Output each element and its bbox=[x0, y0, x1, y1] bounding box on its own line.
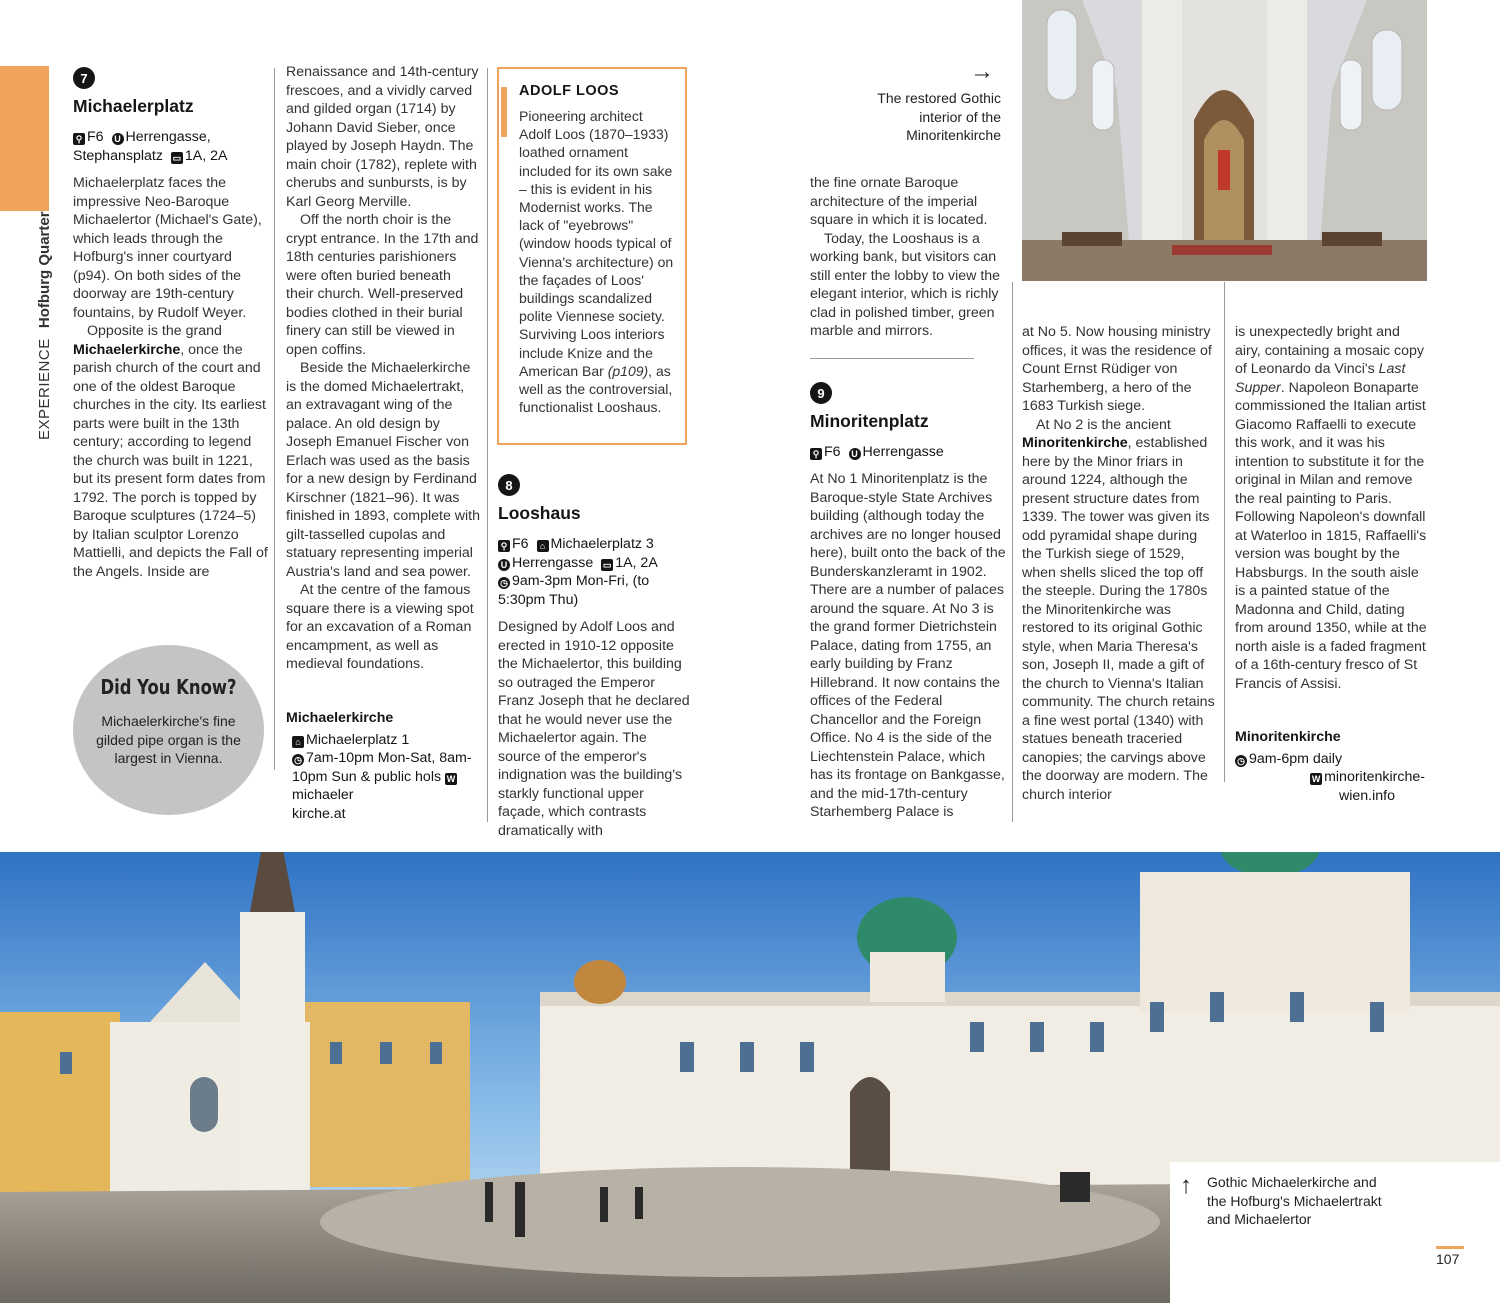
paragraph: At No 2 is the ancient Minoritenkirche, established here by the Minor friars in around 1224, although the present structure dates from 1339. The tower was given its odd pyramidal shape during the Turkish siege of 1529, when shells sliced the top off the steeple. During the 1780s the Minoritenkirche was restored to its original Gothic style, when Maria Theresa's son, Joseph II, made a gift of the church to Vienna's Italian community. The church retains a fine west portal (1340) with statues beneath traceried canopies; the carvings above the doorway are modern. The church interior bbox=[1022, 416, 1215, 803]
entry-number-9: 9 bbox=[810, 382, 832, 404]
column-divider bbox=[274, 68, 275, 770]
clock-icon: ◷ bbox=[292, 754, 304, 766]
running-head bbox=[36, 211, 53, 440]
ubahn-icon: U bbox=[498, 559, 510, 571]
info-title: Michaelerkirche bbox=[286, 710, 394, 726]
bus-icon: ▭ bbox=[172, 152, 182, 163]
map-pin-icon: ⚲ bbox=[498, 540, 510, 552]
paragraph: Renaissance and 14th-century frescoes, and a vividly carved and gilded organ (1714) by Johann David Sieber, once played by Joseph Haydn. The main choir (1782), replete with cherubs and sunbursts, is by Karl Georg Merville. bbox=[286, 64, 479, 210]
web-icon: W bbox=[446, 773, 456, 784]
page-number-rule bbox=[1436, 1246, 1464, 1249]
clock-icon: ◷ bbox=[498, 577, 510, 589]
adolf-loos-feature-box bbox=[497, 67, 687, 445]
paragraph: At the centre of the famous square there is a viewing spot for an excavation of a Roman encampment, as well as medieval foundations. bbox=[286, 582, 474, 672]
column-6-text bbox=[1235, 323, 1429, 693]
paragraph: is unexpectedly bright and airy, containing a mosaic copy of Leonardo da Vinci's Last Supper. Napoleon Bonaparte commissioned the Italian artist Giacomo Raffaelli to execute this work, and it was his intention to substitute it for the original in Milan and remove the real painting to Paris. Following Napoleon's downfall at Waterloo in 1815, Raffaelli's version was bought by the Habsburgs. In the south aisle is a painted statue of the Madonna and Child, dating from around 1350, while at the north aisle is a faded fragment of a 16th-century fresco of St Francis of Assisi. bbox=[1235, 324, 1427, 692]
visitor-info-minoritenkirche: Minoritenkirche ◷ 9am-6pm daily W minoritenkirche- wien.info bbox=[1235, 728, 1429, 805]
feature-box-text: Pioneering architect Adolf Loos (1870–1933) loathed ornament included for its own sake – this is evident in his Modernist works. The lack of "eyebrows" (window hoods typical of Vienna's architecture) on the façades of Loos' buildings scandalized polite Viennese society. Surviving Loos interiors include Knize and the American Bar (p109), as well as the controversial, functionalist Looshaus. bbox=[519, 108, 674, 416]
column-divider bbox=[487, 68, 488, 822]
ubahn-icon: U bbox=[849, 448, 861, 460]
map-pin-icon: ⚲ bbox=[810, 448, 822, 460]
clock-icon: ◷ bbox=[1235, 755, 1247, 767]
feature-box-title: ADOLF LOOS bbox=[519, 83, 620, 99]
caption-michaelerkirche-hofburg: Gothic Michaelerkirche and the Hofburg's Michaelertrakt and Michaelertor bbox=[1207, 1174, 1382, 1227]
minoritenplatz-text: At No 1 Minoritenplatz is the Baroque-style State Archives building (although today the archives are no longer housed here), built onto the back of the Bunderskanzleramt in 1902. There are a number of palaces around the square. At No 3 is the grand former Dietrichstein Palace, dating from 1755, an early building by Franz Hillebrand. It now contains the offices of the Federal Chancellor and the Foreign Office. No 4 is the side of the Liechtenstein Palace, which has its frontage on Bankgasse, and the mid-17th-century Starhemberg Palace is bbox=[810, 471, 1006, 820]
entry-number-7: 7 bbox=[73, 67, 95, 89]
entry-title-minoritenplatz: Minoritenplatz bbox=[810, 411, 929, 431]
minoritenkirche-interior-photo bbox=[1022, 0, 1427, 281]
column-4-text bbox=[810, 174, 1006, 341]
paragraph: at No 5. Now housing ministry offices, it was the residence of Count Ernst Rüdiger von Starhemberg, a hero of the 1683 Turkish siege. bbox=[1022, 324, 1212, 414]
caption-arrow-right-icon: → bbox=[970, 58, 994, 85]
did-you-know-text: Michaelerkirche's fine gilded pipe organ is the largest in Vienna. bbox=[96, 713, 241, 766]
paragraph: the fine ornate Baroque architecture of the imperial square in which it is located. bbox=[810, 175, 988, 228]
column-5-text bbox=[1022, 323, 1218, 804]
paragraph: Beside the Michaelerkirche is the domed Michaelertrakt, an extravagant wing of the palace. An old design by Joseph Emanuel Fischer von Erlach was used as the basis for a new design by Ferdinand Kirschner (1821–96). It was finished in 1893, complete with gilt-tasselled cupolas and statuary representing imperial Austria's land and sea power. bbox=[286, 360, 481, 580]
did-you-know-title: Did You Know? bbox=[100, 675, 237, 699]
address-icon: ⌂ bbox=[537, 540, 549, 552]
ubahn-icon: U bbox=[112, 133, 124, 145]
paragraph: Today, the Looshaus is a working bank, but visitors can still enter the lobby to view the elegant interior, which is richly clad in polished timber, green marble and mirrors. bbox=[810, 230, 1001, 339]
visitor-info-michaelerkirche: Michaelerkirche ⌂ Michaelerplatz 1 ◷ 7am-10pm Mon-Sat, 8am-10pm Sun & public hols Wmichaeler kirche.at bbox=[286, 709, 476, 823]
map-pin-icon: ⚲ bbox=[73, 133, 85, 145]
running-head-area: Hofburg Quarter bbox=[36, 211, 53, 329]
info-title: Minoritenkirche bbox=[1235, 729, 1341, 745]
caption-minoritenkirche-interior: The restored Gothic interior of the Minoritenkirche bbox=[877, 90, 1001, 143]
bus-icon: ▭ bbox=[602, 559, 612, 570]
entry-title-looshaus: Looshaus bbox=[498, 503, 581, 523]
column-2-text bbox=[286, 63, 482, 674]
running-head-section: EXPERIENCE bbox=[36, 338, 53, 440]
web-icon: W bbox=[1311, 774, 1321, 784]
did-you-know-badge bbox=[73, 645, 264, 815]
paragraph: Opposite is the grand Michaelerkirche, once the parish church of the court and one of the oldest Baroque churches in the city. Its earliest parts were built in the 13th century; according to legend the church was built in 1221, but its present form dates from 1792. The porch is topped by Baroque sculptures (1724–5) by Italian sculptor Lorenzo Mattielli, and depicts the Fall of the Angels. Inside are bbox=[73, 323, 268, 580]
entry-info-minoritenplatz: ⚲ F6 U Herrengasse bbox=[810, 443, 1010, 462]
column-divider bbox=[1224, 282, 1225, 782]
section-accent-bar bbox=[0, 66, 49, 211]
paragraph: Off the north choir is the crypt entrance. In the 17th and 18th centuries parishioners were often buried beneath their church. Well-preserved bodies clothed in their burial finery can still be viewed in open coffins. bbox=[286, 212, 479, 358]
paragraph: Michaelerplatz faces the impressive Neo-Baroque Michaelertor (Michael's Gate), which leads through the Hofburg's inner courtyard (p94). On both sides of the doorway are 19th-century fountains, by Rudolf Weyer. bbox=[73, 175, 262, 321]
entry-info-looshaus: ⚲ F6 ⌂ Michaelerplatz 3 U Herrengasse ▭ 1A, 2A ◷ 9am-3pm Mon-Fri, (to 5:30pm Thu) bbox=[498, 536, 658, 608]
column-divider bbox=[1012, 282, 1013, 822]
caption-arrow-up-icon: ↑ bbox=[1180, 1172, 1192, 1199]
section-divider bbox=[810, 358, 974, 359]
entry-title-michaelerplatz: Michaelerplatz bbox=[73, 96, 194, 116]
looshaus-text: Designed by Adolf Loos and erected in 1910-12 opposite the Michaelertor, this building so outraged the Emperor Franz Joseph that he declared that he would never use the Michaelertor again. The source of the emperor's indignation was the building's starkly functional upper façade, which contrasts dramatically with bbox=[498, 619, 690, 839]
entry-number-8: 8 bbox=[498, 474, 520, 496]
entry-info-michaelerplatz: ⚲ F6 U Herrengasse, Stephansplatz ▭ 1A, 2A bbox=[73, 129, 228, 164]
address-icon: ⌂ bbox=[292, 736, 304, 748]
interior-illustration bbox=[1022, 0, 1427, 281]
feature-box-accent bbox=[501, 87, 507, 137]
column-1-text bbox=[73, 174, 268, 581]
page-number: 107 bbox=[1436, 1251, 1460, 1267]
